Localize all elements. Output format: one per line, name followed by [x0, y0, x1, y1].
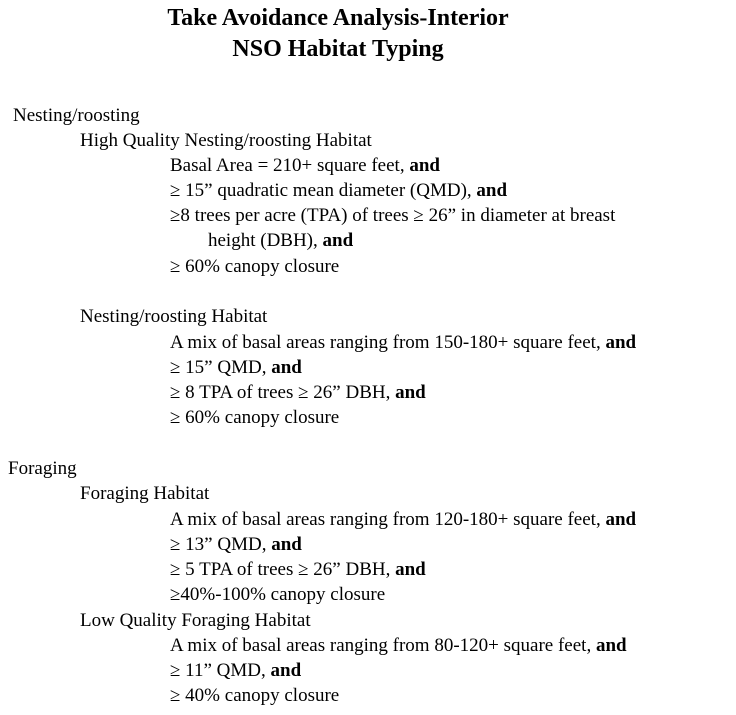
criterion-line — [170, 532, 302, 557]
criterion-line — [170, 254, 339, 279]
criterion-text: ≥ 5 TPA of trees ≥ 26” DBH, — [170, 559, 391, 580]
criterion-text: ≥ 8 TPA of trees ≥ 26” DBH, — [170, 382, 391, 403]
section-heading-foraging: Foraging — [8, 458, 77, 479]
and-conjunction: and — [270, 660, 302, 681]
criterion-text: ≥ 60% canopy closure — [170, 256, 340, 277]
criterion-line — [170, 658, 301, 683]
criterion-text: ≥ 15” QMD, — [170, 357, 267, 378]
and-conjunction: and — [605, 332, 637, 353]
criterion-text: A mix of basal areas ranging from 120-180+ square feet, — [170, 509, 601, 530]
and-conjunction: and — [271, 357, 302, 378]
criterion-line — [170, 203, 615, 228]
subsection-heading-nesting-habitat: Nesting/roosting Habitat — [80, 306, 268, 327]
criterion-line — [170, 380, 426, 405]
and-conjunction: and — [271, 534, 302, 555]
criterion-text: Basal Area = 210+ square feet, — [170, 155, 405, 176]
criterion-text: ≥40%-100% canopy closure — [170, 584, 386, 605]
criterion-line-continued — [208, 228, 353, 253]
and-conjunction: and — [476, 180, 508, 201]
criterion-line — [170, 557, 426, 582]
criterion-text: A mix of basal areas ranging from 150-180+ square feet, — [170, 332, 601, 353]
and-conjunction: and — [409, 155, 440, 176]
criterion-line — [170, 153, 440, 178]
page-subtitle: NSO Habitat Typing — [232, 36, 444, 62]
criterion-text: ≥8 trees per acre (TPA) of trees ≥ 26” in diameter at breast — [170, 205, 616, 226]
criterion-line — [170, 582, 385, 607]
and-conjunction: and — [605, 509, 637, 530]
criterion-text: ≥ 15” quadratic mean diameter (QMD), — [170, 180, 472, 201]
and-conjunction: and — [395, 559, 426, 580]
criterion-line — [170, 330, 636, 355]
criterion-line — [170, 683, 339, 708]
criterion-text: height (DBH), — [208, 230, 318, 251]
section-heading-nesting: Nesting/roosting — [13, 105, 140, 126]
criterion-line — [170, 507, 636, 532]
criterion-line — [170, 405, 339, 430]
criterion-text: ≥ 11” QMD, — [170, 660, 266, 681]
criterion-text: A mix of basal areas ranging from 80-120+ square feet, — [170, 635, 592, 656]
criterion-text: ≥ 40% canopy closure — [170, 685, 340, 706]
and-conjunction: and — [395, 382, 426, 403]
criterion-line — [170, 178, 507, 203]
criterion-line — [170, 633, 627, 658]
and-conjunction: and — [595, 635, 627, 656]
subsection-heading-low-quality-foraging: Low Quality Foraging Habitat — [80, 610, 311, 631]
criterion-text: ≥ 13” QMD, — [170, 534, 267, 555]
and-conjunction: and — [322, 230, 354, 251]
subsection-heading-high-quality-nesting: High Quality Nesting/roosting Habitat — [80, 130, 372, 151]
criterion-text: ≥ 60% canopy closure — [170, 407, 340, 428]
page-title: Take Avoidance Analysis-Interior — [167, 5, 509, 31]
subsection-heading-foraging-habitat: Foraging Habitat — [80, 483, 210, 504]
criterion-line — [170, 355, 302, 380]
